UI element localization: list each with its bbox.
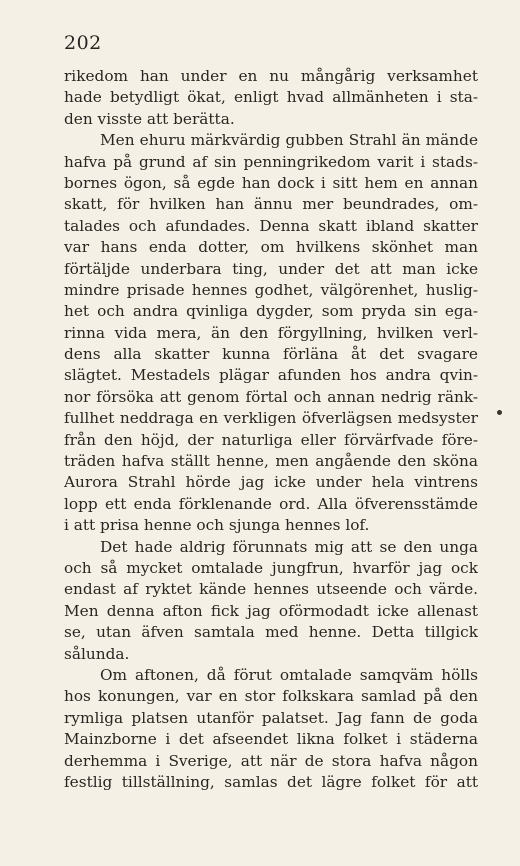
text-line: sålunda. (64, 644, 130, 663)
text-line: rikedom han under en nu mångårig verksamhet (64, 67, 478, 85)
text-line: och så mycket omtalade jungfrun, hvarför jag ock (64, 558, 478, 577)
text-line: nor försöka att genom förtal och annan nedrig ränk- (64, 387, 478, 406)
text-line: Om aftonen, då förut omtalade samqväm hölls (100, 665, 478, 684)
text-line: endast af ryktet kände hennes utseende och värde. (64, 580, 478, 599)
page-number: 202 (64, 32, 102, 54)
text-line: lopp ett enda förklenande ord. Alla öfverensstämde (64, 494, 478, 513)
text-line: talades och afundades. Denna skatt ibland skatter (64, 216, 478, 235)
text-line: derhemma i Sverige, att när de stora hafva någon (64, 751, 478, 770)
text-line: hafva på grund af sin penningrikedom varit i stads- (64, 152, 478, 171)
text-line: den visste att berätta. (64, 109, 235, 128)
text-line: dens alla skatter kunna förläna åt det svagare (64, 345, 478, 364)
text-line: förtäljde underbara ting, under det att man icke (64, 259, 478, 278)
text-line: het och andra qvinliga dygder, som pryda sin ega- (64, 302, 478, 321)
text-line: se, utan äfven samtala med henne. Detta tillgick (64, 623, 478, 642)
text-line: Men denna afton fick jag oförmodadt icke allenast (64, 601, 478, 620)
margin-dot (497, 410, 502, 415)
text-line: Mainzborne i det afseendet likna folket i städerna (64, 730, 478, 749)
body-text (64, 66, 478, 793)
text-line: festlig tillställning, samlas det lägre folket för att (64, 772, 478, 791)
text-line: var hans enda dotter, om hvilkens skönhet man (64, 238, 478, 257)
text-line: träden hafva ställt henne, men angående den sköna (64, 452, 478, 471)
text-line: slägtet. Mestadels plägar afunden hos andra qvin- (64, 366, 478, 385)
text-line: från den höjd, der naturliga eller förvärfvade före- (64, 430, 478, 449)
text-line: hos konungen, var en stor folkskara samlad på den (64, 687, 478, 706)
text-line: i att prisa henne och sjunga hennes lof. (64, 516, 370, 535)
text-line: rymliga platsen utanför palatset. Jag fann de goda (64, 708, 478, 727)
text-line: Aurora Strahl hörde jag icke under hela vintrens (64, 473, 478, 492)
text-line: hade betydligt ökat, enligt hvad allmänheten i sta- (64, 88, 478, 107)
text-line: mindre prisade hennes godhet, välgörenhet, huslig- (64, 280, 478, 299)
text-line: skatt, för hvilken han ännu mer beundrades, om- (64, 195, 478, 214)
text-line: bornes ögon, så egde han dock i sitt hem en annan (64, 173, 478, 192)
text-line: rinna vida mera, än den förgyllning, hvilken verl- (64, 323, 478, 342)
text-line: Det hade aldrig förunnats mig att se den unga (100, 537, 478, 556)
text-line: fullhet neddraga en verkligen öfverlägsen medsyster (64, 409, 478, 428)
text-line: Men ehuru märkvärdig gubben Strahl än mände (100, 131, 478, 150)
